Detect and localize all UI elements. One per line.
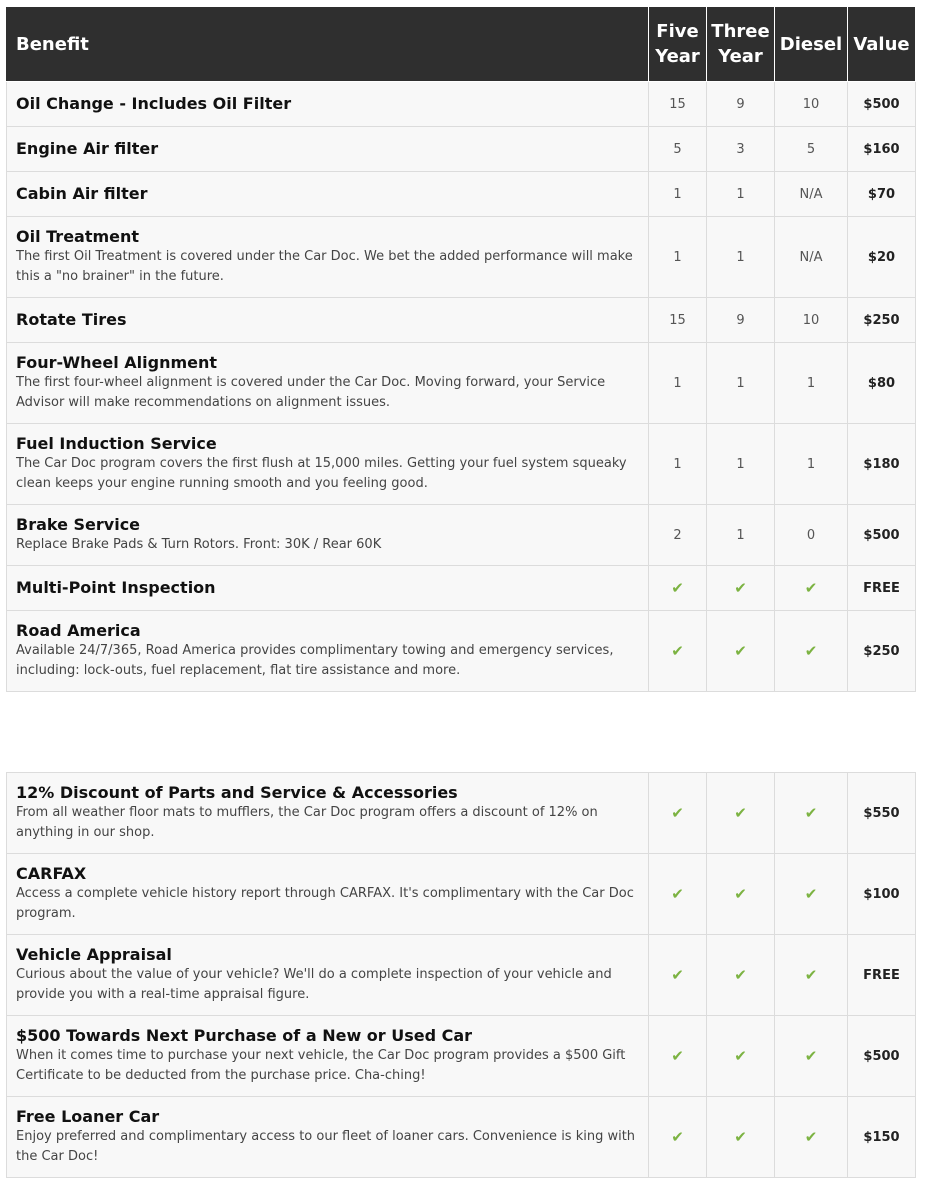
count-value: 1 — [736, 186, 745, 202]
diesel-cell — [775, 82, 848, 127]
three-year-cell — [707, 935, 775, 1016]
count-value: 15 — [669, 312, 686, 328]
benefit-title: Road America — [16, 621, 141, 640]
check-icon: ✔ — [804, 966, 818, 984]
count-value: 10 — [802, 96, 820, 112]
table-row — [7, 566, 916, 611]
check-icon: ✔ — [804, 579, 818, 597]
check-icon: ✔ — [804, 642, 818, 660]
check-icon: ✔ — [804, 885, 818, 903]
diesel-cell — [775, 935, 848, 1016]
five-year-cell — [649, 343, 707, 424]
table-row — [7, 343, 916, 424]
diesel-cell — [775, 773, 848, 854]
diesel-cell — [775, 1097, 848, 1178]
five-year-cell — [649, 773, 707, 854]
count-value: 1 — [736, 249, 745, 265]
benefit-description: Available 24/7/365, Road America provides complimentary towing and emergency services, including: lock-outs, fuel replacement, flat tire assistance and more. — [16, 643, 614, 678]
benefit-description: Replace Brake Pads & Turn Rotors. Front: 30K / Rear 60K — [16, 537, 382, 552]
count-value: 3 — [736, 141, 745, 157]
diesel-cell — [775, 611, 848, 692]
benefit-title: Brake Service — [16, 515, 141, 534]
check-icon: ✔ — [671, 642, 684, 660]
five-year-cell — [649, 1097, 707, 1178]
benefit-title: 12% Discount of Parts and Service & Accessories — [16, 783, 458, 802]
header-benefit: Benefit — [7, 7, 649, 82]
benefit-title: Vehicle Appraisal — [16, 945, 172, 964]
table-row — [7, 82, 916, 127]
three-year-cell — [707, 773, 775, 854]
diesel-cell — [775, 343, 848, 424]
value-cell: $160 — [848, 127, 916, 172]
benefit-description: Access a complete vehicle history report through CARFAX. It's complimentary with the Car Doc program. — [16, 886, 634, 921]
five-year-cell — [649, 566, 707, 611]
table-row — [7, 127, 916, 172]
benefit-cell — [7, 566, 649, 611]
benefit-description: When it comes time to purchase your next vehicle, the Car Doc program provides a $500 Gift Certificate to be deducted from the purchase price. Cha-ching! — [16, 1048, 626, 1083]
check-icon: ✔ — [734, 966, 747, 984]
three-year-cell — [707, 127, 775, 172]
header-value: Value — [848, 7, 916, 82]
value-cell: $70 — [848, 172, 916, 217]
value-cell: $150 — [848, 1097, 916, 1178]
three-year-cell — [707, 217, 775, 298]
count-value: N/A — [799, 249, 823, 265]
value-cell: $250 — [848, 298, 916, 343]
table-row — [7, 298, 916, 343]
value-cell: $100 — [848, 854, 916, 935]
count-value: 1 — [673, 249, 682, 265]
benefit-title: Multi-Point Inspection — [16, 578, 216, 597]
diesel-cell — [775, 298, 848, 343]
benefit-title: Four-Wheel Alignment — [16, 353, 218, 372]
value-cell: FREE — [848, 566, 916, 611]
three-year-cell — [707, 343, 775, 424]
header-row — [7, 7, 916, 82]
benefit-description: The first four-wheel alignment is covered under the Car Doc. Moving forward, your Service Advisor will make recommendations on alignment issues. — [16, 375, 606, 410]
diesel-cell — [775, 1016, 848, 1097]
five-year-cell — [649, 172, 707, 217]
three-year-cell — [707, 1016, 775, 1097]
benefit-cell — [7, 935, 649, 1016]
count-value: 1 — [806, 456, 816, 472]
value-cell: $500 — [848, 505, 916, 566]
benefit-cell — [7, 82, 649, 127]
count-value: 10 — [802, 312, 820, 328]
diesel-cell — [775, 854, 848, 935]
count-value: 2 — [673, 527, 682, 543]
five-year-cell — [649, 424, 707, 505]
benefit-title: Rotate Tires — [16, 310, 127, 329]
table-row — [7, 1097, 916, 1178]
value-cell: $80 — [848, 343, 916, 424]
benefit-description: Enjoy preferred and complimentary access to our fleet of loaner cars. Convenience is king with the Car Doc! — [16, 1129, 636, 1164]
value-cell: $20 — [848, 217, 916, 298]
benefits-table — [6, 6, 916, 1178]
count-value: 1 — [673, 186, 682, 202]
count-value: 1 — [673, 375, 682, 391]
count-value: N/A — [799, 186, 823, 202]
header-three-year-line1: Three — [711, 21, 770, 42]
header-five-year — [649, 7, 707, 82]
three-year-cell — [707, 1097, 775, 1178]
benefit-cell — [7, 505, 649, 566]
five-year-cell — [649, 298, 707, 343]
table-row — [7, 1016, 916, 1097]
value-cell: $500 — [848, 1016, 916, 1097]
check-icon: ✔ — [734, 1047, 747, 1065]
benefit-cell — [7, 1097, 649, 1178]
check-icon: ✔ — [804, 1128, 818, 1146]
benefit-description: The Car Doc program covers the first flush at 15,000 miles. Getting your fuel system squeaky clean keeps your engine running smooth and you feeling good. — [16, 456, 627, 491]
count-value: 1 — [736, 527, 745, 543]
diesel-cell — [775, 505, 848, 566]
value-cell: FREE — [848, 935, 916, 1016]
benefit-cell — [7, 424, 649, 505]
benefit-description: The first Oil Treatment is covered under the Car Doc. We bet the added performance will make this a "no brainer" in the future. — [16, 249, 633, 284]
benefit-title: Oil Change - Includes Oil Filter — [16, 94, 292, 113]
table-body — [7, 82, 916, 1178]
five-year-cell — [649, 854, 707, 935]
count-value: 9 — [736, 96, 745, 112]
benefit-title: Fuel Induction Service — [16, 434, 217, 453]
table-row — [7, 217, 916, 298]
benefit-cell — [7, 217, 649, 298]
diesel-cell — [775, 217, 848, 298]
benefit-cell — [7, 854, 649, 935]
count-value: 1 — [736, 456, 745, 472]
benefit-title: $500 Towards Next Purchase of a New or Used Car — [16, 1026, 473, 1045]
five-year-cell — [649, 1016, 707, 1097]
benefits-table-wrapper — [6, 6, 915, 1178]
five-year-cell — [649, 127, 707, 172]
benefit-title: Cabin Air filter — [16, 184, 148, 203]
check-icon: ✔ — [734, 804, 747, 822]
three-year-cell — [707, 172, 775, 217]
count-value: 9 — [736, 312, 745, 328]
count-value: 1 — [673, 456, 682, 472]
check-icon: ✔ — [671, 804, 684, 822]
header-three-year-line2: Year — [718, 46, 763, 67]
benefit-description: Curious about the value of your vehicle? We'll do a complete inspection of your vehicle and provide you with a real-time appraisal figure. — [16, 967, 612, 1002]
value-cell: $500 — [848, 82, 916, 127]
table-row — [7, 773, 916, 854]
header-five-year-line2: Year — [655, 46, 700, 67]
value-cell: $250 — [848, 611, 916, 692]
count-value: 5 — [806, 141, 816, 157]
five-year-cell — [649, 217, 707, 298]
check-icon: ✔ — [804, 1047, 818, 1065]
five-year-cell — [649, 611, 707, 692]
five-year-cell — [649, 935, 707, 1016]
check-icon: ✔ — [734, 1128, 747, 1146]
three-year-cell — [707, 611, 775, 692]
check-icon: ✔ — [804, 804, 818, 822]
benefit-cell — [7, 611, 649, 692]
check-icon: ✔ — [671, 885, 684, 903]
table-row — [7, 505, 916, 566]
check-icon: ✔ — [734, 885, 747, 903]
benefit-cell — [7, 127, 649, 172]
check-icon: ✔ — [671, 1047, 684, 1065]
five-year-cell — [649, 505, 707, 566]
table-row — [7, 611, 916, 692]
benefit-title: Free Loaner Car — [16, 1107, 160, 1126]
count-value: 15 — [669, 96, 686, 112]
value-cell: $550 — [848, 773, 916, 854]
count-value: 1 — [806, 375, 816, 391]
count-value: 5 — [673, 141, 682, 157]
benefit-title: CARFAX — [16, 864, 87, 883]
three-year-cell — [707, 854, 775, 935]
header-five-year-line1: Five — [656, 21, 699, 42]
three-year-cell — [707, 566, 775, 611]
benefit-cell — [7, 172, 649, 217]
header-three-year — [707, 7, 775, 82]
five-year-cell — [649, 82, 707, 127]
benefit-cell — [7, 1016, 649, 1097]
benefit-description: From all weather floor mats to mufflers, the Car Doc program offers a discount of 12% on anything in our shop. — [16, 805, 598, 840]
diesel-cell — [775, 424, 848, 505]
three-year-cell — [707, 424, 775, 505]
check-icon: ✔ — [671, 966, 684, 984]
check-icon: ✔ — [671, 579, 684, 597]
header-diesel: Diesel — [775, 7, 848, 82]
benefit-title: Engine Air filter — [16, 139, 159, 158]
count-value: 1 — [736, 375, 745, 391]
three-year-cell — [707, 505, 775, 566]
count-value: 0 — [806, 527, 816, 543]
diesel-cell — [775, 172, 848, 217]
check-icon: ✔ — [734, 579, 747, 597]
diesel-cell — [775, 127, 848, 172]
table-row — [7, 935, 916, 1016]
table-row — [7, 854, 916, 935]
table-row — [7, 172, 916, 217]
value-cell: $180 — [848, 424, 916, 505]
benefit-title: Oil Treatment — [16, 227, 140, 246]
benefit-cell — [7, 773, 649, 854]
table-row — [7, 424, 916, 505]
benefit-cell — [7, 298, 649, 343]
spacer-cell — [7, 692, 916, 773]
three-year-cell — [707, 82, 775, 127]
three-year-cell — [707, 298, 775, 343]
diesel-cell — [775, 566, 848, 611]
check-icon: ✔ — [734, 642, 747, 660]
table-spacer-row — [7, 692, 916, 773]
benefit-cell — [7, 343, 649, 424]
check-icon: ✔ — [671, 1128, 684, 1146]
